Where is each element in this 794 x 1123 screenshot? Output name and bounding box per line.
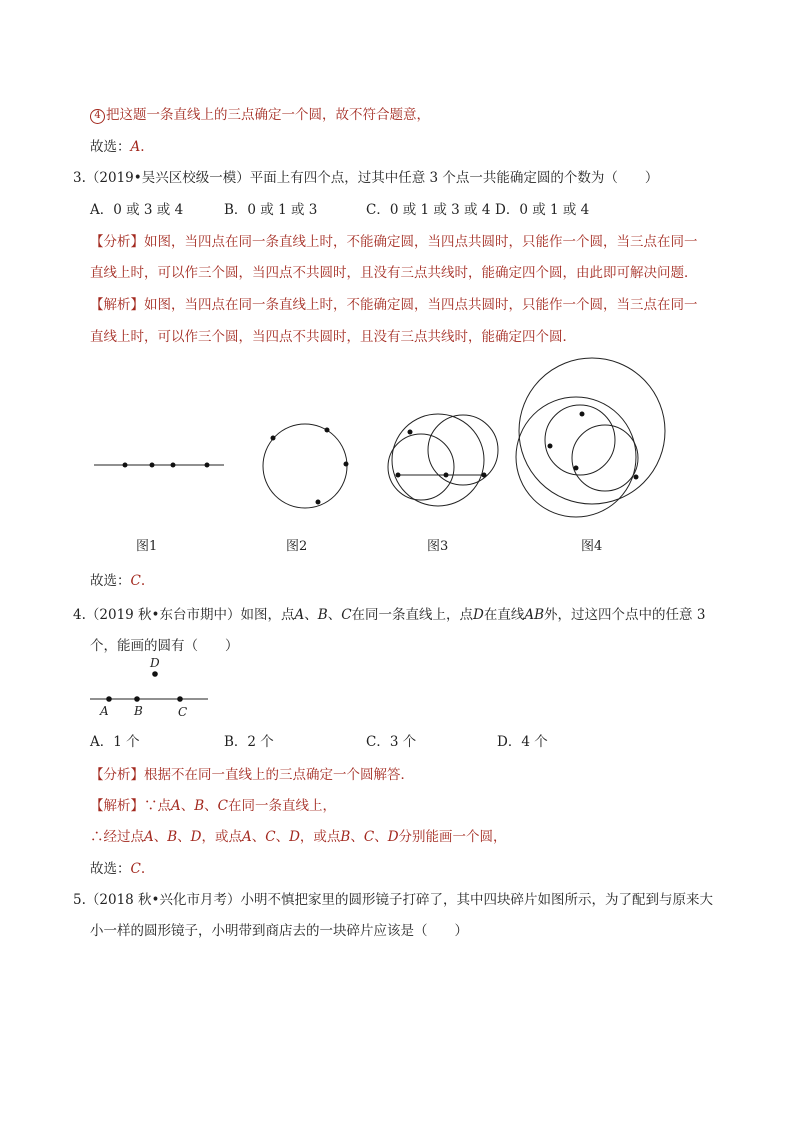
question-source: （2019 秋•东台市期中）	[85, 607, 241, 623]
sep: 、	[204, 798, 218, 814]
fig4-point	[634, 475, 639, 480]
q3-option-c: C．0 或 1 或 3 或 4	[366, 202, 491, 218]
figure-caption-3: 图3	[427, 539, 449, 554]
q4-option-b: B．2 个	[224, 734, 274, 750]
q4-point-d	[152, 671, 158, 677]
q2-item4-line	[90, 103, 430, 124]
answer-letter: A	[130, 139, 141, 155]
figure-3	[388, 414, 498, 506]
solution-text: 分别能画一个圆，	[398, 829, 507, 845]
fig3-circle	[392, 414, 484, 506]
figure-caption-2: 图2	[286, 539, 308, 554]
point-label: B	[340, 829, 351, 845]
sep: 、	[275, 829, 290, 845]
point-label: A	[242, 829, 252, 845]
q3-option-d: D．0 或 1 或 4	[495, 202, 590, 218]
q4-stem-line-2: 个，能画的圆有（ ）	[90, 638, 239, 654]
fig4-point	[548, 444, 553, 449]
analysis-tag: 【分析】	[90, 767, 144, 783]
fig3-point	[444, 473, 449, 478]
solution-text: ∴经过点	[90, 829, 144, 845]
point-label: A	[171, 798, 181, 814]
analysis-text: 如图，当四点在同一条直线上时，不能确定圆，当四点共圆时，只能作一个圆，当三点在同一	[144, 234, 698, 250]
q4-label-a: A	[100, 704, 109, 718]
point-label: B	[194, 798, 205, 814]
q4-point-c	[177, 696, 183, 702]
q3-solution-line-1	[90, 293, 698, 313]
q3-stem	[73, 166, 658, 186]
q4-point-b	[134, 696, 140, 702]
q3-analysis-line-2: 直线上时，可以作三个圆，当四点不共圆时，且没有三点共线时，能确定四个圆，由此即可解决问题．	[90, 265, 698, 281]
sep: 、	[374, 829, 388, 845]
q4-analysis	[90, 763, 414, 783]
q3-solution-line-2: 直线上时，可以作三个圆，当四点不共圆时，且没有三点共线时，能确定四个圆．	[90, 329, 576, 345]
stem-text: 外，过这四个点中的任意 3	[544, 607, 706, 623]
q4-solution-line-1	[90, 794, 336, 814]
fig1-point	[205, 463, 210, 468]
fig4-point	[574, 466, 579, 471]
answer-suffix: .	[140, 573, 146, 589]
solution-tag: 【解析】	[90, 297, 144, 313]
figure-1	[94, 463, 224, 468]
point-label: C	[341, 607, 352, 623]
question-source: （2018 秋•兴化市月考）	[85, 892, 241, 908]
fig4-circle	[572, 425, 638, 491]
solution-text: 如图，当四点在同一条直线上时，不能确定圆，当四点共圆时，只能作一个圆，当三点在同一	[144, 297, 698, 313]
q4-answer	[90, 857, 145, 877]
point-label: C	[217, 798, 229, 814]
question-number: 3.	[73, 170, 86, 186]
sep: 、	[304, 607, 318, 623]
q4-label-c: C	[178, 705, 188, 719]
q4-solution-line-2	[90, 825, 507, 845]
fig3-point	[396, 473, 401, 478]
q2-item4-text: 把这题一条直线上的三点确定一个圆，故不符合题意，	[106, 107, 430, 123]
point-label: D	[473, 607, 484, 623]
fig3-circle	[388, 434, 454, 500]
sep: 、	[153, 829, 168, 845]
q5-stem-line-1	[73, 888, 713, 908]
fig1-point	[150, 463, 155, 468]
q3-option-a: A．0 或 3 或 4	[90, 202, 184, 218]
fig2-circle	[263, 424, 347, 508]
question-number: 5.	[73, 892, 86, 908]
fig2-point	[344, 462, 349, 467]
question-number: 4.	[73, 607, 86, 623]
solution-tag: 【解析】	[90, 798, 144, 814]
analysis-text: 根据不在同一直线上的三点确定一个圆解答．	[144, 767, 414, 783]
figure-4	[516, 358, 665, 517]
question-source: （2019•吴兴区校级一模）	[85, 170, 250, 186]
sep: 、	[350, 829, 364, 845]
point-label: D	[190, 829, 202, 845]
figure-caption-1: 图1	[136, 539, 158, 554]
q4-option-d: D．4 个	[497, 734, 548, 750]
q3-option-b: B．0 或 1 或 3	[224, 202, 318, 218]
point-label: A	[144, 829, 154, 845]
fig2-point	[325, 428, 330, 433]
question-stem: 小明不慎把家里的圆形镜子打碎了，其中四块碎片如图所示，为了配到与原来大	[240, 892, 714, 908]
answer-suffix: .	[140, 861, 146, 877]
answer-letter: C	[130, 573, 141, 589]
point-label: A	[294, 607, 305, 623]
solution-text: ∵点	[144, 798, 171, 814]
item-number-badge: 4	[90, 109, 105, 124]
q4-label-b: B	[134, 704, 143, 718]
answer-suffix: .	[140, 139, 145, 155]
point-label: C	[363, 829, 375, 845]
q4-label-d: D	[150, 656, 160, 670]
answer-prefix: 故选：	[90, 861, 131, 877]
q4-option-a: A．1 个	[90, 734, 140, 750]
fig4-point	[580, 412, 585, 417]
point-label: C	[265, 829, 276, 845]
point-label: B	[167, 829, 178, 845]
fig2-point	[271, 436, 276, 441]
q2-answer	[90, 135, 145, 155]
figure-caption-4: 图4	[581, 539, 603, 554]
stem-text: 在同一条直线上，点	[351, 607, 474, 623]
answer-prefix: 故选：	[90, 573, 131, 589]
fig4-circle	[519, 358, 665, 504]
fig3-point	[482, 473, 487, 478]
q4-point-a	[106, 696, 112, 702]
analysis-tag: 【分析】	[90, 234, 144, 250]
q3-answer	[90, 569, 145, 589]
fig1-point	[123, 463, 128, 468]
sep: 、	[180, 798, 195, 814]
stem-text: 在直线	[483, 607, 525, 623]
q4-option-c: C．3 个	[366, 734, 417, 750]
question-stem: 平面上有四个点，过其中任意 3 个点一共能确定圆的个数为（ ）	[249, 170, 659, 186]
q3-figures	[0, 355, 794, 575]
stem-text: 如图，点	[240, 607, 295, 623]
sep: 、	[177, 829, 191, 845]
solution-text: 在同一条直线上，	[228, 798, 337, 814]
q5-stem-line-2: 小一样的圆形镜子，小明带到商店去的一块碎片应该是（ ）	[90, 923, 468, 939]
point-label: D	[387, 829, 399, 845]
solution-text: ，或点	[201, 829, 242, 845]
sep: 、	[327, 607, 342, 623]
fig3-point	[408, 430, 413, 435]
q4-figure	[80, 652, 220, 722]
point-label: B	[317, 607, 328, 623]
q4-stem-line-1	[73, 603, 705, 623]
line-label: AB	[524, 607, 545, 623]
point-label: D	[289, 829, 300, 845]
fig2-point	[316, 500, 321, 505]
q3-analysis-line-1	[90, 230, 698, 250]
answer-prefix: 故选：	[90, 139, 131, 155]
answer-letter: C	[130, 861, 141, 877]
fig1-point	[171, 463, 176, 468]
figure-2	[263, 424, 349, 508]
solution-text: ，或点	[299, 829, 341, 845]
sep: 、	[251, 829, 266, 845]
